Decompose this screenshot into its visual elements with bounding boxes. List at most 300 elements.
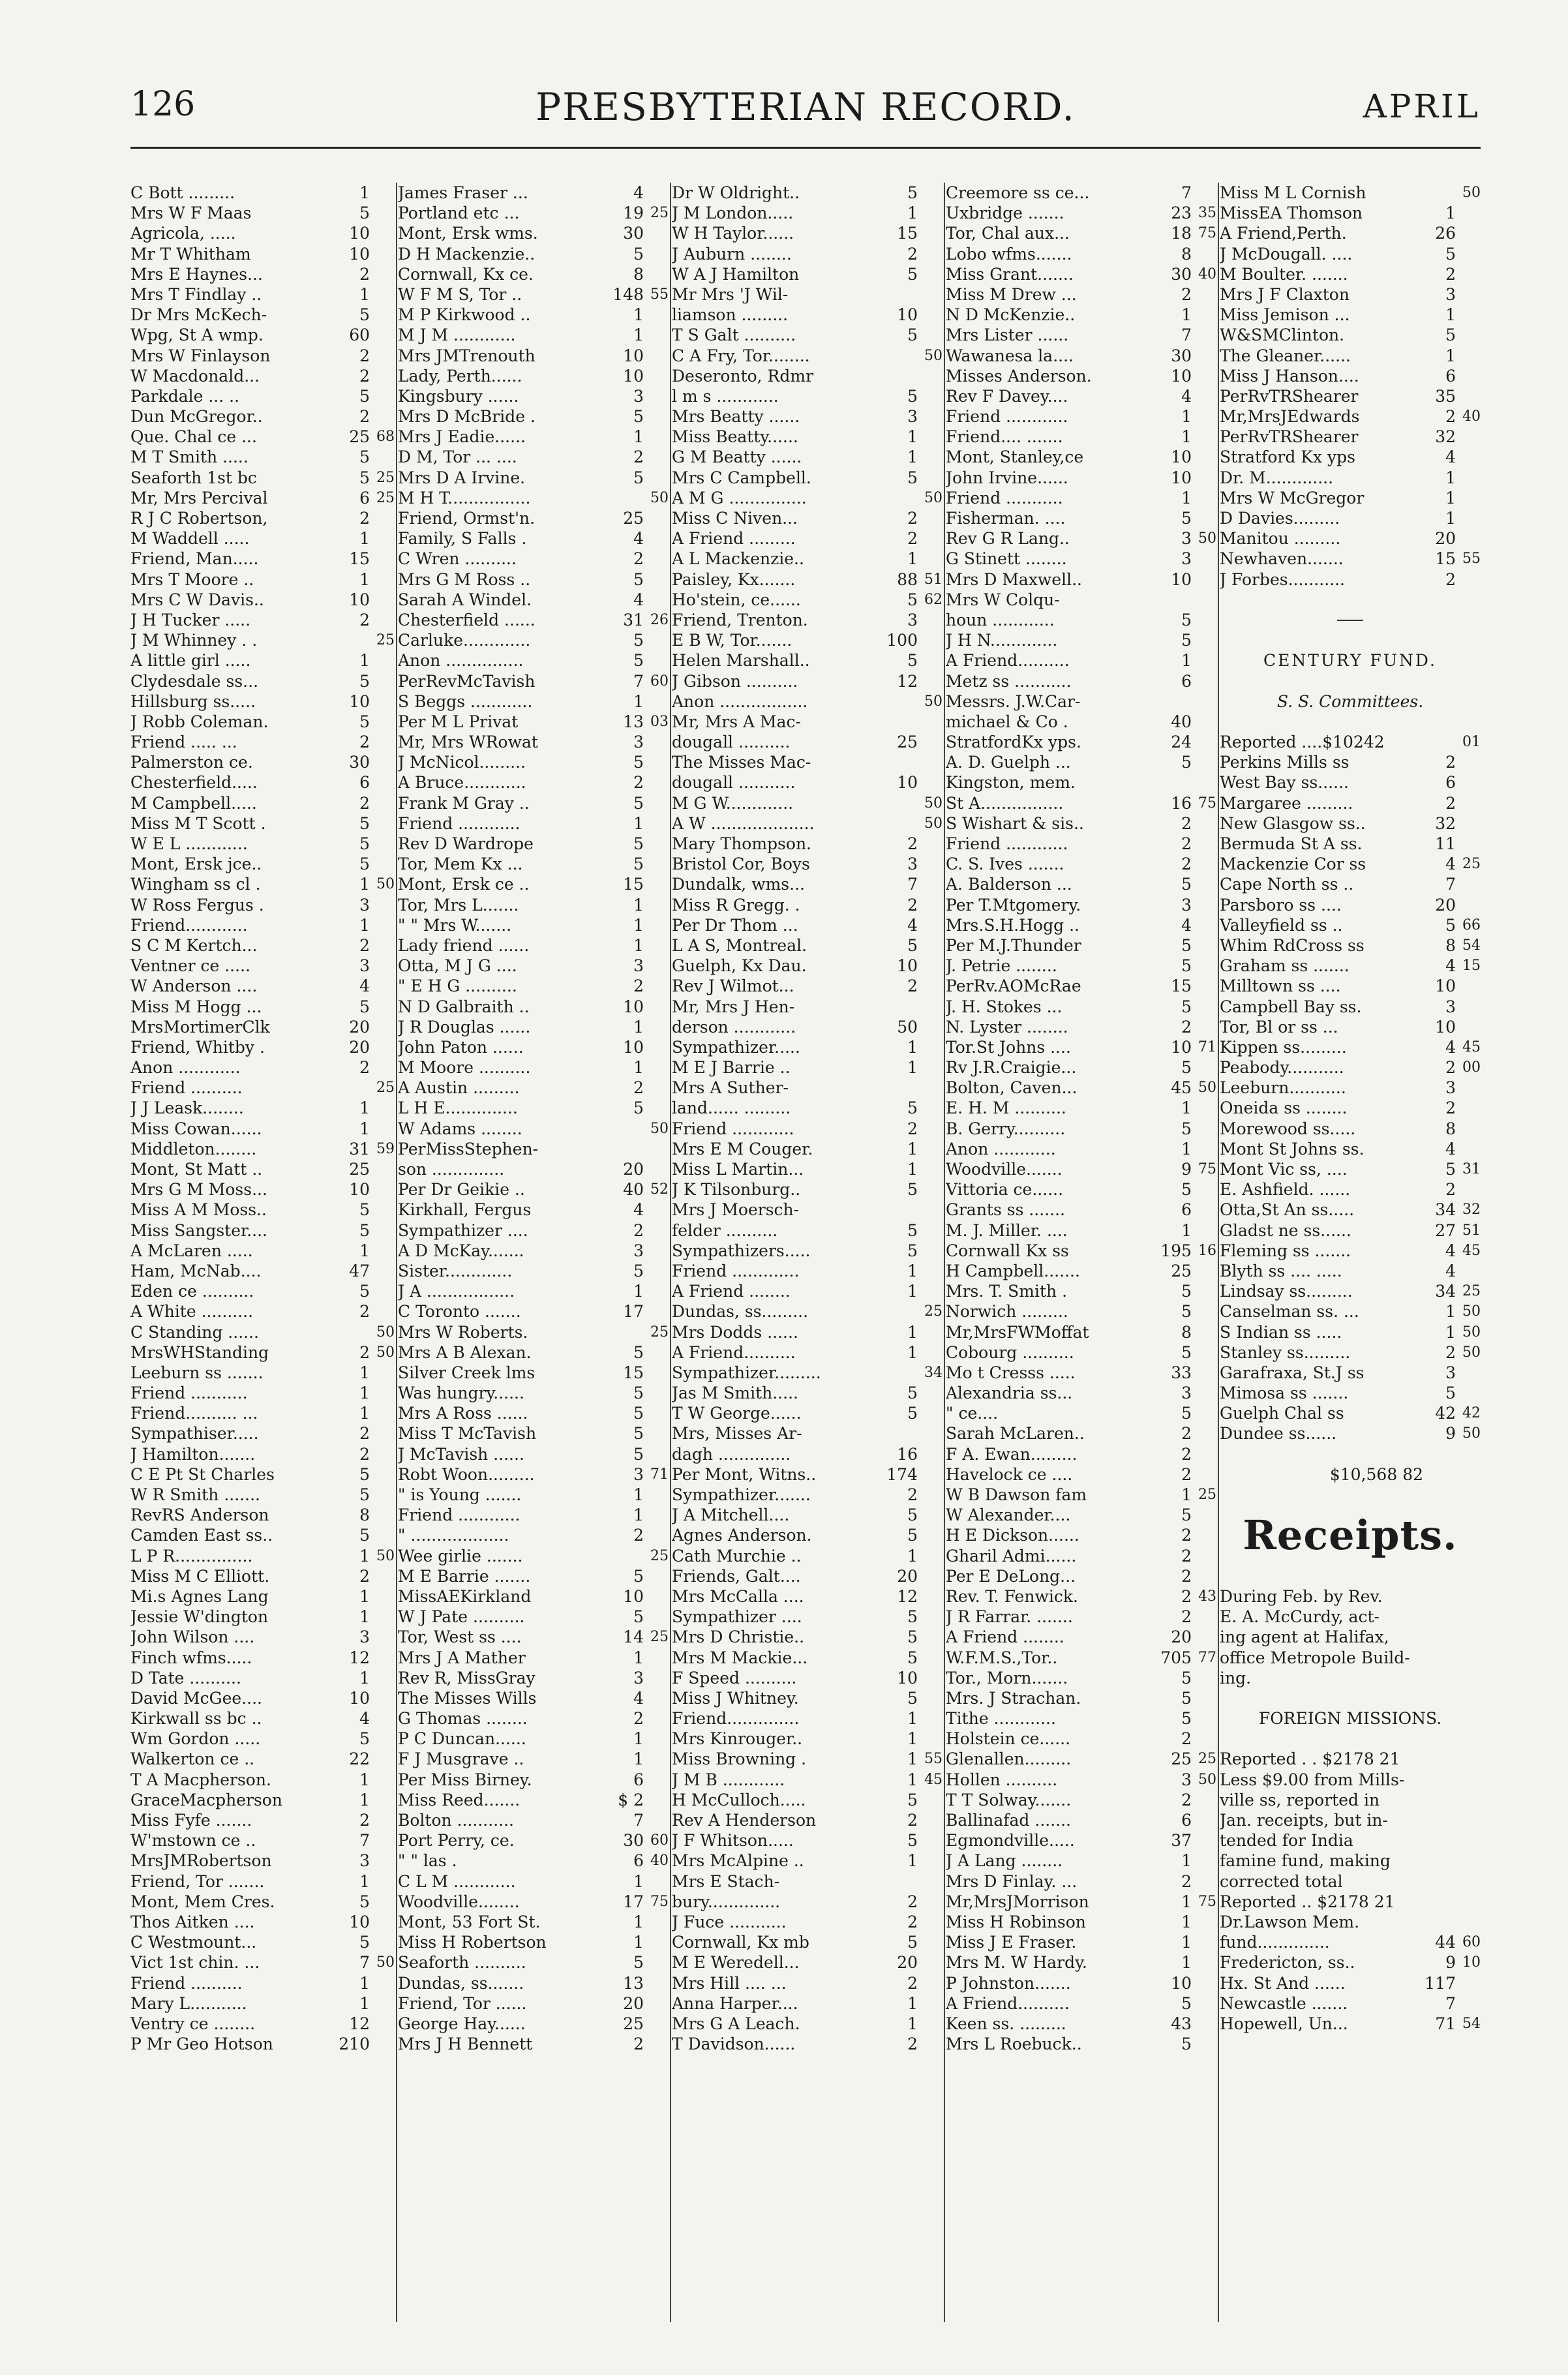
list-item bbox=[130, 1851, 395, 1871]
entry-name: Margaree ......... bbox=[1220, 793, 1353, 813]
entry-name: Friend ............ bbox=[398, 1505, 520, 1525]
list-item bbox=[1220, 874, 1481, 894]
entry-name: James Fraser ... bbox=[398, 183, 528, 202]
entry-name: Guelph, Kx Dau. bbox=[672, 956, 807, 976]
entry-name: Friend, Whitby . bbox=[130, 1037, 265, 1057]
entry-dollars: 2 bbox=[359, 733, 370, 752]
entry-dollars: 5 bbox=[907, 1404, 918, 1423]
entry-name: Newcastle ....... bbox=[1220, 1993, 1348, 2013]
entry-dollars: 5 bbox=[1181, 956, 1192, 976]
entry-dollars: 5 bbox=[633, 407, 644, 427]
entry-dollars: 11 bbox=[1435, 834, 1456, 853]
list-item bbox=[672, 1546, 942, 1566]
list-item bbox=[1220, 1892, 1481, 1912]
entry-name: Mackenzie Cor ss bbox=[1220, 855, 1366, 874]
entry-name: J F Whitson..... bbox=[672, 1831, 794, 1851]
list-item bbox=[398, 1668, 669, 1688]
entry-dollars: 17 bbox=[623, 1892, 644, 1911]
entry-cents: 26 bbox=[650, 611, 669, 628]
entry-name: houn ............ bbox=[946, 610, 1055, 629]
entry-cents: 50 bbox=[924, 489, 942, 506]
entry-dollars: 2 bbox=[633, 773, 644, 793]
list-item bbox=[130, 1586, 395, 1607]
entry-name: Mrs A Suther- bbox=[672, 1078, 789, 1098]
entry-dollars: 1 bbox=[359, 1586, 370, 1606]
entry-cents: 50 bbox=[1462, 1303, 1481, 1320]
entry-dollars: 5 bbox=[1181, 1668, 1192, 1687]
entry-name: Friend, Trenton. bbox=[672, 610, 808, 629]
entry-name: PerMissStephen- bbox=[398, 1139, 539, 1158]
entry-dollars: 3 bbox=[633, 956, 644, 976]
entry-dollars: 5 bbox=[1445, 325, 1456, 345]
entry-cents: 55 bbox=[650, 286, 669, 303]
entry-name: PerRevMcTavish bbox=[398, 671, 535, 691]
list-item bbox=[130, 752, 395, 772]
entry-dollars: 1 bbox=[907, 1546, 918, 1566]
entry-name: Wee girlie ....... bbox=[398, 1546, 523, 1566]
list-item bbox=[130, 1668, 395, 1688]
entry-dollars: 2 bbox=[1181, 1444, 1192, 1464]
entry-dollars: 1 bbox=[907, 447, 918, 467]
list-item bbox=[946, 1668, 1216, 1688]
entry-name: Mrs J A Mather bbox=[398, 1648, 526, 1667]
entry-name: L H E.............. bbox=[398, 1098, 518, 1118]
list-item bbox=[1220, 549, 1481, 569]
list-item bbox=[398, 1119, 669, 1139]
entry-name: Mont, Ersk jce.. bbox=[130, 855, 262, 874]
list-item bbox=[1220, 1179, 1481, 1200]
list-item bbox=[130, 549, 395, 569]
entry-dollars: 10 bbox=[349, 1180, 370, 1200]
entry-name: C Standing ...... bbox=[130, 1322, 259, 1342]
list-item bbox=[946, 732, 1216, 752]
entry-dollars: 5 bbox=[359, 447, 370, 467]
entry-cents: 50 bbox=[376, 876, 395, 893]
entry-dollars: 30 bbox=[623, 224, 644, 243]
entry-name: Mr, Mrs WRowat bbox=[398, 733, 538, 752]
list-item bbox=[130, 244, 395, 264]
entry-name: Havelock ce .... bbox=[946, 1464, 1073, 1484]
list-item bbox=[398, 1017, 669, 1037]
list-item bbox=[672, 1200, 942, 1220]
list-item bbox=[672, 1627, 942, 1647]
entry-dollars: 1 bbox=[1181, 1912, 1192, 1931]
list-item bbox=[398, 1973, 669, 1993]
entry-dollars: 1 bbox=[359, 651, 370, 671]
entry-name: Bermuda St A ss. bbox=[1220, 834, 1363, 853]
list-item bbox=[398, 671, 669, 691]
list-item bbox=[1220, 284, 1481, 305]
entry-name: Friend ............ bbox=[946, 407, 1068, 427]
list-item bbox=[130, 1261, 395, 1281]
entry-name: Hx. St And ...... bbox=[1220, 1973, 1346, 1993]
list-item bbox=[130, 793, 395, 813]
entry-name: Mont, Mem Cres. bbox=[130, 1892, 275, 1911]
list-item bbox=[946, 1688, 1216, 1708]
entry-name: Walkerton ce .. bbox=[130, 1749, 255, 1769]
entry-name: Otta,St An ss..... bbox=[1220, 1200, 1355, 1220]
entry-name: Friend ............ bbox=[672, 1119, 794, 1138]
list-item bbox=[946, 1973, 1216, 1993]
entry-name: Mr Mrs 'J Wil- bbox=[672, 284, 789, 304]
entry-dollars: 6 bbox=[633, 1851, 644, 1871]
list-item bbox=[398, 610, 669, 630]
entry-name: M P Kirkwood .. bbox=[398, 305, 531, 325]
entry-dollars: 2 bbox=[633, 1526, 644, 1545]
entry-name: Graham ss ....... bbox=[1220, 956, 1349, 976]
list-item bbox=[672, 1708, 942, 1729]
entry-name: St A................ bbox=[946, 793, 1064, 813]
entry-name: Wm Gordon ..... bbox=[130, 1729, 261, 1749]
entry-name: Misses Anderson. bbox=[946, 366, 1092, 386]
list-item bbox=[130, 874, 395, 894]
list-item bbox=[130, 1098, 395, 1118]
entry-cents: 50 bbox=[376, 1344, 395, 1361]
entry-name: Cobourg .......... bbox=[946, 1342, 1074, 1362]
entry-dollars: 2 bbox=[359, 264, 370, 284]
list-item bbox=[946, 1586, 1216, 1607]
entry-name: Mimosa ss ....... bbox=[1220, 1384, 1349, 1403]
entry-name: J McNicol......... bbox=[398, 753, 526, 772]
entry-name: G Thomas ........ bbox=[398, 1709, 528, 1729]
list-item bbox=[398, 1912, 669, 1932]
entry-name: Mrs E Stach- bbox=[672, 1871, 780, 1891]
entry-name: Cornwall, Kx mb bbox=[672, 1933, 809, 1952]
entry-dollars: 10 bbox=[349, 590, 370, 609]
entry-name: Mrs J Eadie...... bbox=[398, 427, 526, 447]
entry-dollars: 4 bbox=[1445, 1139, 1456, 1158]
entry-name: P Johnston....... bbox=[946, 1973, 1071, 1993]
entry-dollars: 2 bbox=[1445, 1058, 1456, 1078]
list-item bbox=[946, 2014, 1216, 2034]
entry-cents: 50 bbox=[1462, 185, 1481, 201]
entry-dollars: 3 bbox=[633, 1668, 644, 1687]
list-item bbox=[672, 1810, 942, 1830]
entry-cents: 32 bbox=[1462, 1202, 1481, 1218]
entry-dollars: 2 bbox=[1181, 1586, 1192, 1606]
entry-dollars: 20 bbox=[349, 1017, 370, 1036]
list-item bbox=[946, 671, 1216, 691]
list-item bbox=[946, 691, 1216, 712]
entry-dollars: 26 bbox=[1435, 224, 1456, 243]
list-item bbox=[672, 549, 942, 569]
entry-name: J Hamilton....... bbox=[130, 1444, 256, 1464]
entry-dollars: 10 bbox=[1171, 366, 1192, 386]
section-heading bbox=[1220, 691, 1481, 712]
entry-dollars: 8 bbox=[359, 1505, 370, 1525]
entry-dollars: 1 bbox=[907, 1749, 918, 1769]
entry-name: Mrs W Colqu- bbox=[946, 590, 1060, 609]
page-title: PRESBYTERIAN RECORD. bbox=[535, 85, 1076, 129]
entry-dollars: 4 bbox=[633, 529, 644, 549]
list-item bbox=[1220, 1383, 1481, 1403]
list-item bbox=[672, 569, 942, 590]
entry-dollars: 3 bbox=[359, 1851, 370, 1871]
entry-name: T A Macpherson. bbox=[130, 1770, 271, 1789]
entry-name: Eden ce .......... bbox=[130, 1282, 254, 1301]
entry-dollars: 1 bbox=[907, 1160, 918, 1179]
entry-dollars: 10 bbox=[1435, 976, 1456, 996]
entry-dollars: 3 bbox=[1181, 1770, 1192, 1789]
entry-name: Vittoria ce...... bbox=[946, 1180, 1064, 1200]
entry-cents: 50 bbox=[924, 815, 942, 832]
entry-name: J Auburn ........ bbox=[672, 244, 792, 264]
list-item bbox=[398, 935, 669, 956]
list-item bbox=[398, 264, 669, 284]
entry-dollars: 4 bbox=[1445, 855, 1456, 874]
list-item bbox=[398, 203, 669, 223]
entry-name: FOREIGN MISSIONS. bbox=[1258, 1709, 1442, 1729]
entry-name: michael & Co . bbox=[946, 712, 1068, 731]
entry-dollars: 5 bbox=[359, 1220, 370, 1240]
entry-dollars: 5 bbox=[1181, 875, 1192, 894]
list-item bbox=[1220, 1648, 1481, 1668]
entry-name: J A Mitchell.... bbox=[672, 1505, 790, 1525]
list-item bbox=[672, 203, 942, 223]
list-item bbox=[1220, 1586, 1481, 1607]
entry-dollars: 5 bbox=[633, 651, 644, 671]
entry-name: Rev D Wardrope bbox=[398, 834, 534, 853]
entry-dollars: 1 bbox=[1181, 1220, 1192, 1240]
entry-dollars: 71 bbox=[1435, 2014, 1456, 2033]
entry-name: Mrs W McGregor bbox=[1220, 488, 1364, 507]
list-item bbox=[946, 997, 1216, 1017]
list-item bbox=[398, 528, 669, 549]
entry-dollars: 5 bbox=[907, 1607, 918, 1627]
list-item bbox=[130, 1342, 395, 1363]
entry-dollars: 1 bbox=[359, 284, 370, 304]
entry-dollars: 20 bbox=[897, 1953, 918, 1973]
entry-name: Wpg, St A wmp. bbox=[130, 325, 264, 345]
list-item bbox=[398, 691, 669, 712]
list-item bbox=[1220, 1607, 1481, 1627]
entry-name: l m s ............ bbox=[672, 386, 779, 406]
entry-dollars: 2 bbox=[359, 1566, 370, 1586]
entry-dollars: 4 bbox=[1445, 1241, 1456, 1260]
entry-name: J. Petrie ........ bbox=[946, 956, 1057, 976]
list-item bbox=[398, 468, 669, 488]
entry-name: Tor, Bl or ss ... bbox=[1220, 1017, 1338, 1036]
entry-name: Cornwall Kx ss bbox=[946, 1241, 1069, 1260]
entry-name: Mrs C Campbell. bbox=[672, 468, 811, 487]
entry-dollars: 2 bbox=[633, 976, 644, 996]
entry-dollars: 5 bbox=[633, 855, 644, 874]
entry-name: liamson ......... bbox=[672, 305, 789, 325]
entry-name: D M, Tor ... .... bbox=[398, 447, 517, 467]
list-item bbox=[946, 1098, 1216, 1118]
entry-dollars: 5 bbox=[1445, 915, 1456, 935]
entry-dollars: 1 bbox=[907, 1037, 918, 1057]
entry-dollars: 15 bbox=[623, 875, 644, 894]
entry-name: $10,568 82 bbox=[1329, 1464, 1423, 1484]
list-item bbox=[672, 1159, 942, 1179]
entry-dollars: 5 bbox=[359, 1485, 370, 1504]
list-item bbox=[672, 325, 942, 345]
entry-name: Mont, Stanley,ce bbox=[946, 447, 1084, 467]
entry-dollars: 5 bbox=[633, 1566, 644, 1586]
entry-name: A McLaren ..... bbox=[130, 1241, 253, 1260]
entry-dollars: 1 bbox=[1181, 1953, 1192, 1973]
entry-dollars: 1 bbox=[1445, 305, 1456, 325]
entry-name: Friend............ bbox=[130, 915, 248, 935]
entry-cents: 10 bbox=[1462, 1954, 1481, 1971]
entry-dollars: 1 bbox=[907, 1709, 918, 1729]
list-item bbox=[672, 874, 942, 894]
list-item bbox=[130, 813, 395, 834]
entry-name: George Hay...... bbox=[398, 2014, 526, 2033]
entry-cents: 42 bbox=[1462, 1405, 1481, 1422]
entry-dollars: 4 bbox=[1445, 956, 1456, 976]
entry-dollars: 1 bbox=[1181, 651, 1192, 671]
entry-dollars: 2 bbox=[359, 793, 370, 813]
entry-dollars: 5 bbox=[1181, 1709, 1192, 1729]
list-item bbox=[398, 650, 669, 671]
list-item bbox=[672, 1993, 942, 2014]
entry-name: Ham, McNab.... bbox=[130, 1261, 262, 1280]
list-item bbox=[946, 244, 1216, 264]
list-item bbox=[130, 1648, 395, 1668]
entry-cents: 54 bbox=[1462, 937, 1481, 954]
list-item bbox=[398, 1383, 669, 1403]
entry-name: ville ss, reported in bbox=[1220, 1790, 1380, 1809]
entry-cents: 62 bbox=[924, 591, 942, 608]
entry-name: M T Smith ..... bbox=[130, 447, 249, 467]
list-item bbox=[398, 1505, 669, 1525]
entry-name: W A J Hamilton bbox=[672, 264, 800, 284]
entry-dollars: 2 bbox=[907, 1892, 918, 1911]
entry-dollars: 3 bbox=[1181, 529, 1192, 549]
entry-name: CENTURY FUND. bbox=[1263, 651, 1437, 671]
entry-name: M E Barrie ....... bbox=[398, 1566, 531, 1586]
list-item bbox=[946, 1566, 1216, 1586]
entry-name: C A Fry, Tor........ bbox=[672, 346, 810, 365]
list-item bbox=[1220, 793, 1481, 813]
entry-dollars: 20 bbox=[623, 1993, 644, 2013]
entry-name: Sister............. bbox=[398, 1261, 513, 1280]
entry-dollars: 5 bbox=[1445, 244, 1456, 264]
list-item bbox=[1220, 2014, 1481, 2034]
list-item bbox=[398, 1464, 669, 1485]
entry-name: Parsboro ss .... bbox=[1220, 895, 1342, 915]
list-item bbox=[130, 1770, 395, 1790]
entry-cents: 25 bbox=[650, 1324, 669, 1340]
list-item bbox=[672, 366, 942, 386]
entry-name: E. A. McCurdy, act- bbox=[1220, 1607, 1380, 1627]
entry-name: W Adams ........ bbox=[398, 1119, 522, 1138]
list-item bbox=[1220, 1952, 1481, 1973]
entry-dollars: 2 bbox=[907, 2035, 918, 2054]
entry-dollars: 3 bbox=[633, 386, 644, 406]
list-item bbox=[672, 406, 942, 427]
entry-dollars: 32 bbox=[1435, 813, 1456, 833]
list-item bbox=[946, 1363, 1216, 1383]
entry-name: A Friend ........ bbox=[672, 1282, 791, 1301]
entry-dollars: 9 bbox=[1445, 1424, 1456, 1444]
list-item bbox=[398, 427, 669, 447]
list-item bbox=[130, 406, 395, 427]
entry-name: GraceMacpherson bbox=[130, 1790, 282, 1809]
entry-name: Parkdale ... .. bbox=[130, 386, 240, 406]
entry-dollars: 10 bbox=[349, 691, 370, 711]
list-item bbox=[130, 590, 395, 610]
entry-name: Mrs E M Couger. bbox=[672, 1139, 813, 1158]
entry-dollars: 44 bbox=[1435, 1933, 1456, 1952]
list-item bbox=[398, 1322, 669, 1342]
list-item bbox=[672, 1017, 942, 1037]
list-item bbox=[398, 1830, 669, 1851]
entry-cents: 16 bbox=[1198, 1242, 1216, 1259]
entry-dollars: 10 bbox=[623, 1037, 644, 1057]
entry-name: J. H. Stokes ... bbox=[946, 997, 1063, 1016]
list-item bbox=[672, 1281, 942, 1301]
entry-dollars: 5 bbox=[633, 244, 644, 264]
column-divider bbox=[670, 183, 671, 2322]
entry-dollars: 3 bbox=[633, 1241, 644, 1260]
entry-name: During Feb. by Rev. bbox=[1220, 1586, 1383, 1606]
entry-dollars: 2 bbox=[1181, 1526, 1192, 1545]
entry-name: Friends, Galt.... bbox=[672, 1566, 801, 1586]
entry-name: dagh .............. bbox=[672, 1444, 791, 1464]
list-item bbox=[672, 1363, 942, 1383]
entry-dollars: 1 bbox=[907, 1342, 918, 1362]
entry-name: Mont, 53 Fort St. bbox=[398, 1912, 541, 1931]
list-item bbox=[946, 1220, 1216, 1241]
list-item bbox=[398, 590, 669, 610]
entry-name: Canselman ss. ... bbox=[1220, 1302, 1359, 1322]
entry-name: F J Musgrave .. bbox=[398, 1749, 524, 1769]
entry-cents: 40 bbox=[1462, 408, 1481, 425]
spacer bbox=[1220, 590, 1481, 610]
entry-cents: 75 bbox=[1198, 1893, 1216, 1910]
list-item bbox=[398, 976, 669, 996]
list-item bbox=[672, 1871, 942, 1892]
list-item bbox=[130, 183, 395, 203]
entry-name: Dr. M............. bbox=[1220, 468, 1334, 487]
list-item bbox=[398, 752, 669, 772]
entry-name: Anna Harper.... bbox=[672, 1993, 798, 2013]
entry-dollars: 8 bbox=[1445, 935, 1456, 955]
entry-name: Mrs T Moore .. bbox=[130, 569, 254, 589]
entry-name: A Friend.......... bbox=[946, 651, 1070, 671]
entry-dollars: 1 bbox=[633, 1058, 644, 1078]
list-item bbox=[946, 508, 1216, 528]
entry-dollars: 5 bbox=[1181, 1688, 1192, 1708]
entry-name: Per T.Mtgomery. bbox=[946, 895, 1081, 915]
list-item bbox=[1220, 956, 1481, 976]
entry-dollars: 20 bbox=[1435, 529, 1456, 549]
list-item bbox=[672, 346, 942, 366]
entry-name: D Tate .......... bbox=[130, 1668, 241, 1687]
list-item bbox=[1220, 447, 1481, 467]
entry-dollars: 5 bbox=[359, 1282, 370, 1301]
entry-name: W Ross Fergus . bbox=[130, 895, 264, 915]
list-item bbox=[1220, 1932, 1481, 1952]
list-item bbox=[672, 468, 942, 488]
entry-name: Alexandria ss... bbox=[946, 1384, 1073, 1403]
entry-dollars: 8 bbox=[1181, 1322, 1192, 1342]
entry-dollars: 1 bbox=[359, 1384, 370, 1403]
entry-dollars: 2 bbox=[1445, 793, 1456, 813]
entry-dollars: 5 bbox=[359, 671, 370, 691]
entry-name: Kirkhall, Fergus bbox=[398, 1200, 532, 1220]
entry-dollars: 1 bbox=[1181, 305, 1192, 325]
list-item bbox=[1220, 468, 1481, 488]
list-item bbox=[398, 1281, 669, 1301]
entry-dollars: 1 bbox=[633, 1017, 644, 1036]
entry-dollars: 5 bbox=[359, 204, 370, 223]
entry-dollars: 7 bbox=[633, 1811, 644, 1830]
entry-name: dougall ........... bbox=[672, 773, 796, 793]
